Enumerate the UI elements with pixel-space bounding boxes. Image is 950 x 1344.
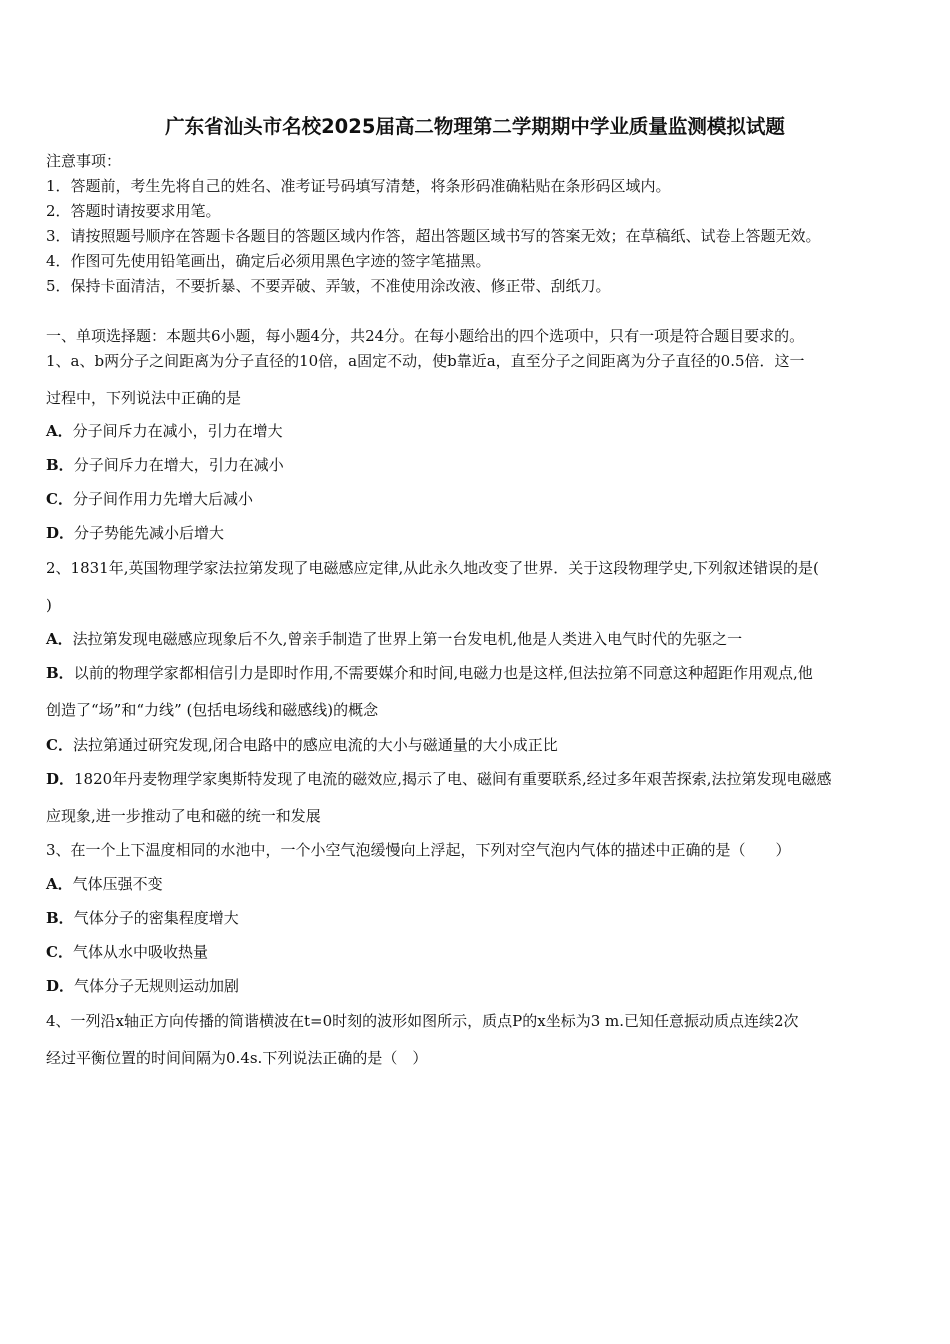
- option-letter: D．: [46, 977, 75, 995]
- q4-stem-line2: 经过平衡位置的时间间隔为0.4s.下列说法正确的是（ ）: [46, 1049, 428, 1067]
- option-text: 分子间斥力在增大，引力在减小: [73, 456, 284, 474]
- option-letter: A．: [46, 630, 73, 648]
- option-letter: B．: [46, 664, 74, 682]
- option-text: 分子势能先减小后增大: [74, 524, 225, 542]
- option-text: 法拉第通过研究发现,闭合电路中的感应电流的大小与磁通量的大小成正比: [72, 736, 558, 754]
- q3-option-a: [46, 874, 163, 894]
- q2-option-b: [46, 663, 813, 683]
- q1-option-d: [46, 523, 224, 543]
- q4-stem-line1: 4、一列沿x轴正方向传播的简谐横波在t=0时刻的波形如图所示，质点P的x坐标为3 m.已知任意振动质点连续2次: [46, 1012, 799, 1030]
- option-letter: C．: [46, 943, 73, 961]
- q3-option-c: [46, 942, 208, 962]
- option-letter: C．: [46, 736, 73, 754]
- q2-option-d: [46, 769, 832, 789]
- option-letter: A．: [46, 875, 73, 893]
- notice-item-2: 2．答题时请按要求用笔。: [46, 202, 221, 220]
- q2-stem-line1: 2、1831年,英国物理学家法拉第发现了电磁感应定律,从此永久地改变了世界．关于这段物理学史,下列叙述错误的是(: [46, 559, 819, 577]
- option-text: 1820年丹麦物理学家奥斯特发现了电流的磁效应,揭示了电、磁间有重要联系,经过多年艰苦探索,法拉第发现电磁感: [74, 770, 832, 788]
- option-text: 法拉第发现电磁感应现象后不久,曾亲手制造了世界上第一台发电机,他是人类进入电气时代的先驱之一: [72, 630, 743, 648]
- q1-stem-line1: 1、a、b两分子之间距离为分子直径的10倍，a固定不动，使b靠近a，直至分子之间距离为分子直径的0.5倍．这一: [46, 352, 805, 370]
- q2-option-a: [46, 629, 742, 649]
- option-letter: A．: [46, 422, 73, 440]
- option-letter: C．: [46, 490, 73, 508]
- q2-option-b-cont: 创造了“场”和“力线” (包括电场线和磁感线)的概念: [46, 701, 379, 719]
- page-title: 广东省汕头市名校2025届高二物理第二学期期中学业质量监测模拟试题: [165, 115, 785, 138]
- option-letter: D．: [46, 770, 75, 788]
- q2-option-d-cont: 应现象,进一步推动了电和磁的统一和发展: [46, 807, 321, 825]
- option-text: 气体分子无规则运动加剧: [74, 977, 240, 995]
- option-letter: B．: [46, 456, 74, 474]
- option-text: 气体分子的密集程度增大: [73, 909, 239, 927]
- notice-item-4: 4．作图可先使用铅笔画出，确定后必须用黑色字迹的签字笔描黑。: [46, 252, 491, 270]
- q1-option-b: [46, 455, 284, 475]
- option-text: 气体从水中吸收热量: [72, 943, 208, 961]
- notice-item-5: 5．保持卡面清洁，不要折暴、不要弄破、弄皱，不准使用涂改液、修正带、刮纸刀。: [46, 277, 611, 295]
- option-text: 以前的物理学家都相信引力是即时作用,不需要媒介和时间,电磁力也是这样,但法拉第不同意这种超距作用观点,他: [73, 664, 813, 682]
- notice-item-3: 3．请按照题号顺序在答题卡各题目的答题区域内作答，超出答题区域书写的答案无效；在草稿纸、试卷上答题无效。: [46, 227, 821, 245]
- q1-option-a: [46, 421, 283, 441]
- q3-stem-line1: 3、在一个上下温度相同的水池中，一个小空气泡缓慢向上浮起，下列对空气泡内气体的描述中正确的是（ ）: [46, 841, 791, 859]
- q2-option-c: [46, 735, 558, 755]
- q1-option-c: [46, 489, 253, 509]
- option-text: 气体压强不变: [72, 875, 163, 893]
- option-letter: D．: [46, 524, 75, 542]
- option-text: 分子间斥力在减小，引力在增大: [72, 422, 283, 440]
- q3-option-b: [46, 908, 239, 928]
- section-heading: 一、单项选择题：本题共6小题，每小题4分，共24分。在每小题给出的四个选项中，只有一项是符合题目要求的。: [46, 327, 805, 345]
- option-text: 分子间作用力先增大后减小: [72, 490, 253, 508]
- option-letter: B．: [46, 909, 74, 927]
- q2-stem-line2: ): [46, 596, 52, 614]
- notice-item-1: 1．答题前，考生先将自己的姓名、准考证号码填写清楚，将条形码准确粘贴在条形码区域内。: [46, 177, 671, 195]
- q3-option-d: [46, 976, 239, 996]
- q1-stem-line2: 过程中，下列说法中正确的是: [46, 389, 242, 407]
- notice-heading: 注意事项：: [46, 152, 122, 170]
